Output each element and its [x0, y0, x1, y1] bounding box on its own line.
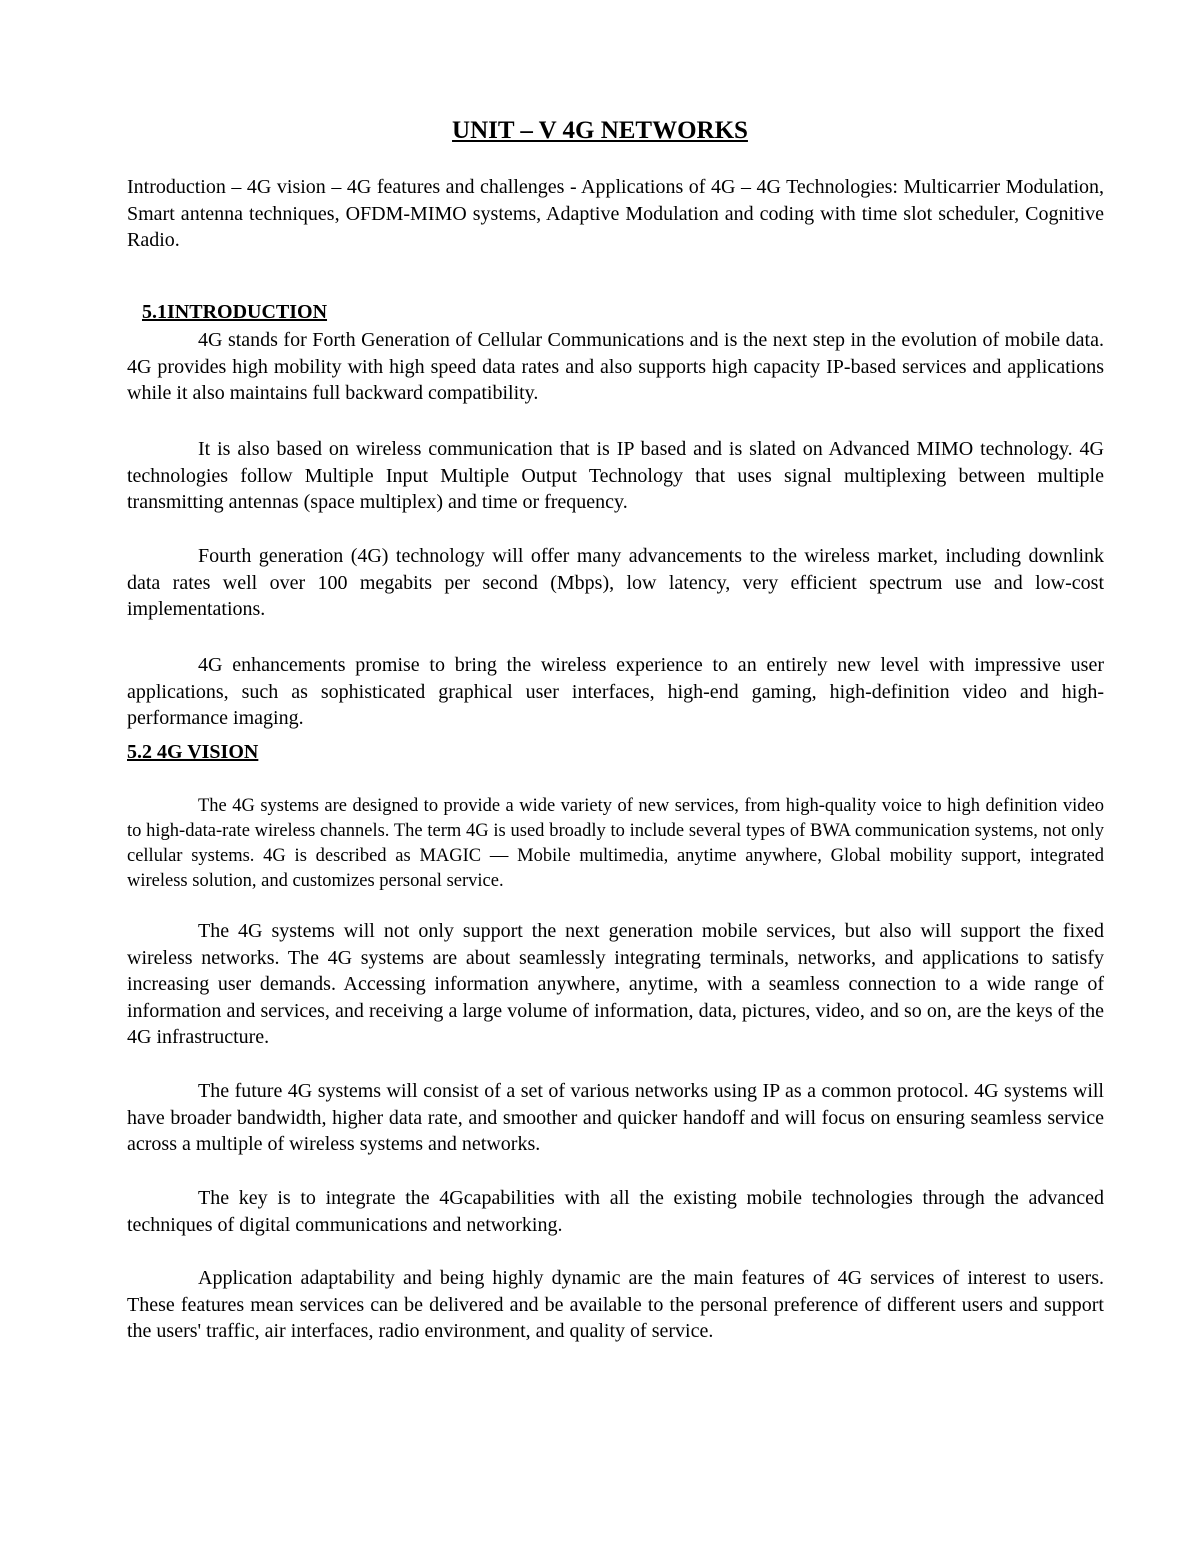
syllabus-text: Introduction – 4G vision – 4G features and challenges - Applications of 4G – 4G Technologies: Multicarrier Modulation, Smart antenna techniques, OFDM-MIMO systems, Adaptive Modulation and coding with time slot scheduler, Cognitive Radio. [127, 176, 1104, 251]
introduction-paragraph-4: 4G enhancements promise to bring the wireless experience to an entirely new level with impressive user applications, such as sophisticated graphical user interfaces, high-end gaming, high-definition video and high-performance imaging. [127, 654, 1104, 729]
section-heading-4g-vision: 5.2 4G VISION [127, 741, 259, 763]
introduction-paragraph-3: Fourth generation (4G) technology will offer many advancements to the wireless market, including downlink data rates well over 100 megabits per second (Mbps), low latency, very efficient spectrum use and low-cost implementations. [127, 545, 1104, 620]
vision-paragraph-1: The 4G systems are designed to provide a wide variety of new services, from high-quality voice to high definition video to high-data-rate wireless channels. The term 4G is used broadly to include several types of BWA communication systems, not only cellular systems. 4G is described as MAGIC — Mobile multimedia, anytime anywhere, Global mobility support, integrated wireless solution, and customizes personal service. [127, 796, 1104, 891]
vision-paragraph-2: The 4G systems will not only support the next generation mobile services, but also will support the fixed wireless networks. The 4G systems are about seamlessly integrating terminals, networks, and applications to satisfy increasing user demands. Accessing information anywhere, anytime, with a seamless connection to a wide range of information and services, and receiving a large volume of information, data, pictures, video, and so on, are the keys of the 4G infrastructure. [127, 920, 1104, 1048]
introduction-paragraph-1: 4G stands for Forth Generation of Cellular Communications and is the next step in the evolution of mobile data. 4G provides high mobility with high speed data rates and also supports high capacity IP-based services and applications while it also maintains full backward compatibility. [127, 329, 1104, 404]
introduction-paragraph-2: It is also based on wireless communication that is IP based and is slated on Advanced MIMO technology. 4G technologies follow Multiple Input Multiple Output Technology that uses signal multiplexing between multiple transmitting antennas (space multiplex) and time or frequency. [127, 438, 1104, 513]
page-title: UNIT – V 4G NETWORKS [452, 117, 748, 144]
section-heading-introduction: 5.1INTRODUCTION [142, 301, 328, 323]
vision-paragraph-4: The key is to integrate the 4Gcapabilities with all the existing mobile technologies through the advanced techniques of digital communications and networking. [127, 1187, 1104, 1236]
vision-paragraph-3: The future 4G systems will consist of a set of various networks using IP as a common protocol. 4G systems will have broader bandwidth, higher data rate, and smoother and quicker handoff and will focus on ensuring seamless service across a multiple of wireless systems and networks. [127, 1080, 1104, 1155]
vision-paragraph-5: Application adaptability and being highly dynamic are the main features of 4G services of interest to users. These features mean services can be delivered and be available to the personal preference of different users and support the users' traffic, air interfaces, radio environment, and quality of service. [127, 1267, 1104, 1342]
